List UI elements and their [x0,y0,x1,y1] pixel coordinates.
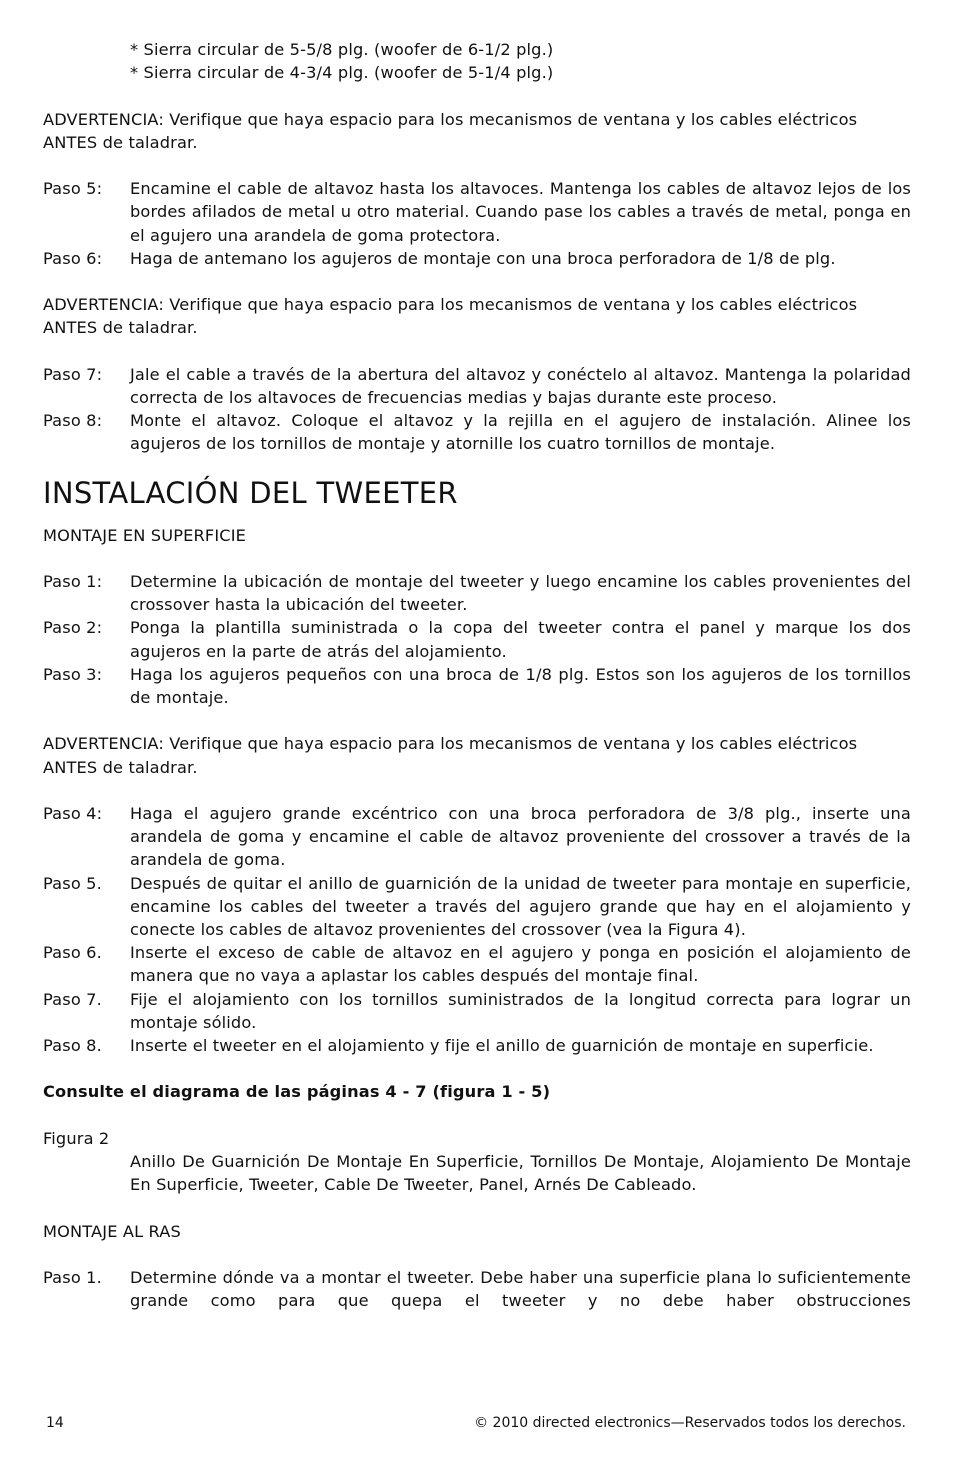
warning-text: ADVERTENCIA: Verifique que haya espacio para los mecanismos de ventana y los cables eléctricos ANTES de taladrar. [43,295,858,338]
warning-text: ADVERTENCIA: Verifique que haya espacio para los mecanismos de ventana y los cables eléctricos ANTES de taladrar. [43,734,858,777]
step-text: Determine la ubicación de montaje del tweeter y luego encamine los cables provenientes del crossover hasta la ubicación del tweeter. [130,571,911,615]
diagram-reference: Consulte el diagrama de las páginas 4 - 7 (figura 1 - 5) [43,1082,551,1102]
subsection-heading: MONTAJE AL RAS [43,1221,181,1241]
step-label: Paso 6: [43,248,103,268]
step-item [43,802,911,872]
step-text: Ponga la plantilla suministrada o la copa del tweeter contra el panel y marque los dos agujeros en la parte de atrás del alojamiento. [130,618,911,661]
step-text: Monte el altavoz. Coloque el altavoz y la rejilla en el agujero de instalación. Alinee los agujeros de los tornillos de montaje y atornille los cuatro tornillos de montaje. [130,411,911,454]
step-item [43,1266,911,1312]
step-text: Después de quitar el anillo de guarnición de la unidad de tweeter para montaje en superficie, encamine los cables del tweeter a través del agujero grande que hay en el alojamiento y conecte los cables de altavoz provenientes del crossover (vea la Figura 4). [130,873,911,939]
step-label: Paso 2: [43,618,103,638]
step-label: Paso 7: [43,364,103,384]
step-item [43,663,911,709]
step-label: Paso 7. [43,989,102,1009]
step-text: Jale el cable a través de la abertura del altavoz y conéctelo al altavoz. Mantenga la polaridad correcta de los altavoces de frecuencias medias y bajas durante este proceso. [130,364,911,407]
step-label: Paso 8: [43,411,103,431]
document-page [43,38,911,1312]
step-text: Fije el alojamiento con los tornillos suministrados de la longitud correcta para lograr un montaje sólido. [130,989,911,1032]
step-item [43,988,911,1034]
warning-text: ADVERTENCIA: Verifique que haya espacio para los mecanismos de ventana y los cables eléctricos ANTES de taladrar. [43,109,858,152]
figure-caption: Anillo De Guarnición De Montaje En Superficie, Tornillos De Montaje, Alojamiento De Montaje En Superficie, Tweeter, Cable De Tweeter, Panel, Arnés De Cableado. [130,1152,911,1195]
page-footer [46,1413,906,1433]
step-label: Paso 1: [43,571,103,591]
step-item [43,616,911,662]
step-item [43,409,911,455]
step-label: Paso 3: [43,664,103,684]
step-item [43,570,911,616]
step-item [43,247,911,270]
step-text: Haga el agujero grande excéntrico con una broca perforadora de 3/8 plg., inserte una arandela de goma y encamine el cable de altavoz proveniente del crossover a través de la arandela de goma. [130,803,911,870]
saw-item: * Sierra circular de 4-3/4 plg. (woofer de 5-1/4 plg.) [130,63,554,83]
subsection-heading: MONTAJE EN SUPERFICIE [43,525,247,545]
step-text: Determine dónde va a montar el tweeter. Debe haber una superficie plana lo suficientemente grande como para que quepa el tweeter y no debe haber obstrucciones [130,1267,911,1311]
section-title: INSTALACIÓN DEL TWEETER [43,475,458,510]
step-item [43,872,911,942]
step-text: Inserte el exceso de cable de altavoz en el agujero y ponga en posición el alojamiento de manera que no vaya a aplastar los cables después del montaje final. [130,943,911,986]
step-text: Haga de antemano los agujeros de montaje con una broca perforadora de 1/8 de plg. [130,248,836,268]
step-item [43,363,911,409]
step-item [43,941,911,987]
step-label: Paso 1. [43,1267,102,1287]
page-number: 14 [46,1415,64,1431]
copyright-notice: © 2010 directed electronics—Reservados todos los derechos. [474,1415,906,1431]
saw-item: * Sierra circular de 5-5/8 plg. (woofer de 6-1/2 plg.) [130,40,554,59]
step-item [43,1034,911,1057]
step-label: Paso 5: [43,179,103,199]
step-label: Paso 6. [43,943,102,963]
step-text: Encamine el cable de altavoz hasta los altavoces. Mantenga los cables de altavoz lejos de los bordes afilados de metal u otro material. Cuando pase los cables a través de metal, ponga en el agujero una arandela de goma protectora. [130,179,911,245]
step-label: Paso 5. [43,873,102,893]
step-label: Paso 8. [43,1036,102,1056]
step-text: Inserte el tweeter en el alojamiento y fije el anillo de guarnición de montaje en superficie. [130,1036,874,1056]
step-label: Paso 4: [43,803,103,823]
step-text: Haga los agujeros pequeños con una broca de 1/8 plg. Estos son los agujeros de los tornillos de montaje. [130,664,911,707]
step-item [43,177,911,247]
figure-label: Figura 2 [43,1128,110,1148]
